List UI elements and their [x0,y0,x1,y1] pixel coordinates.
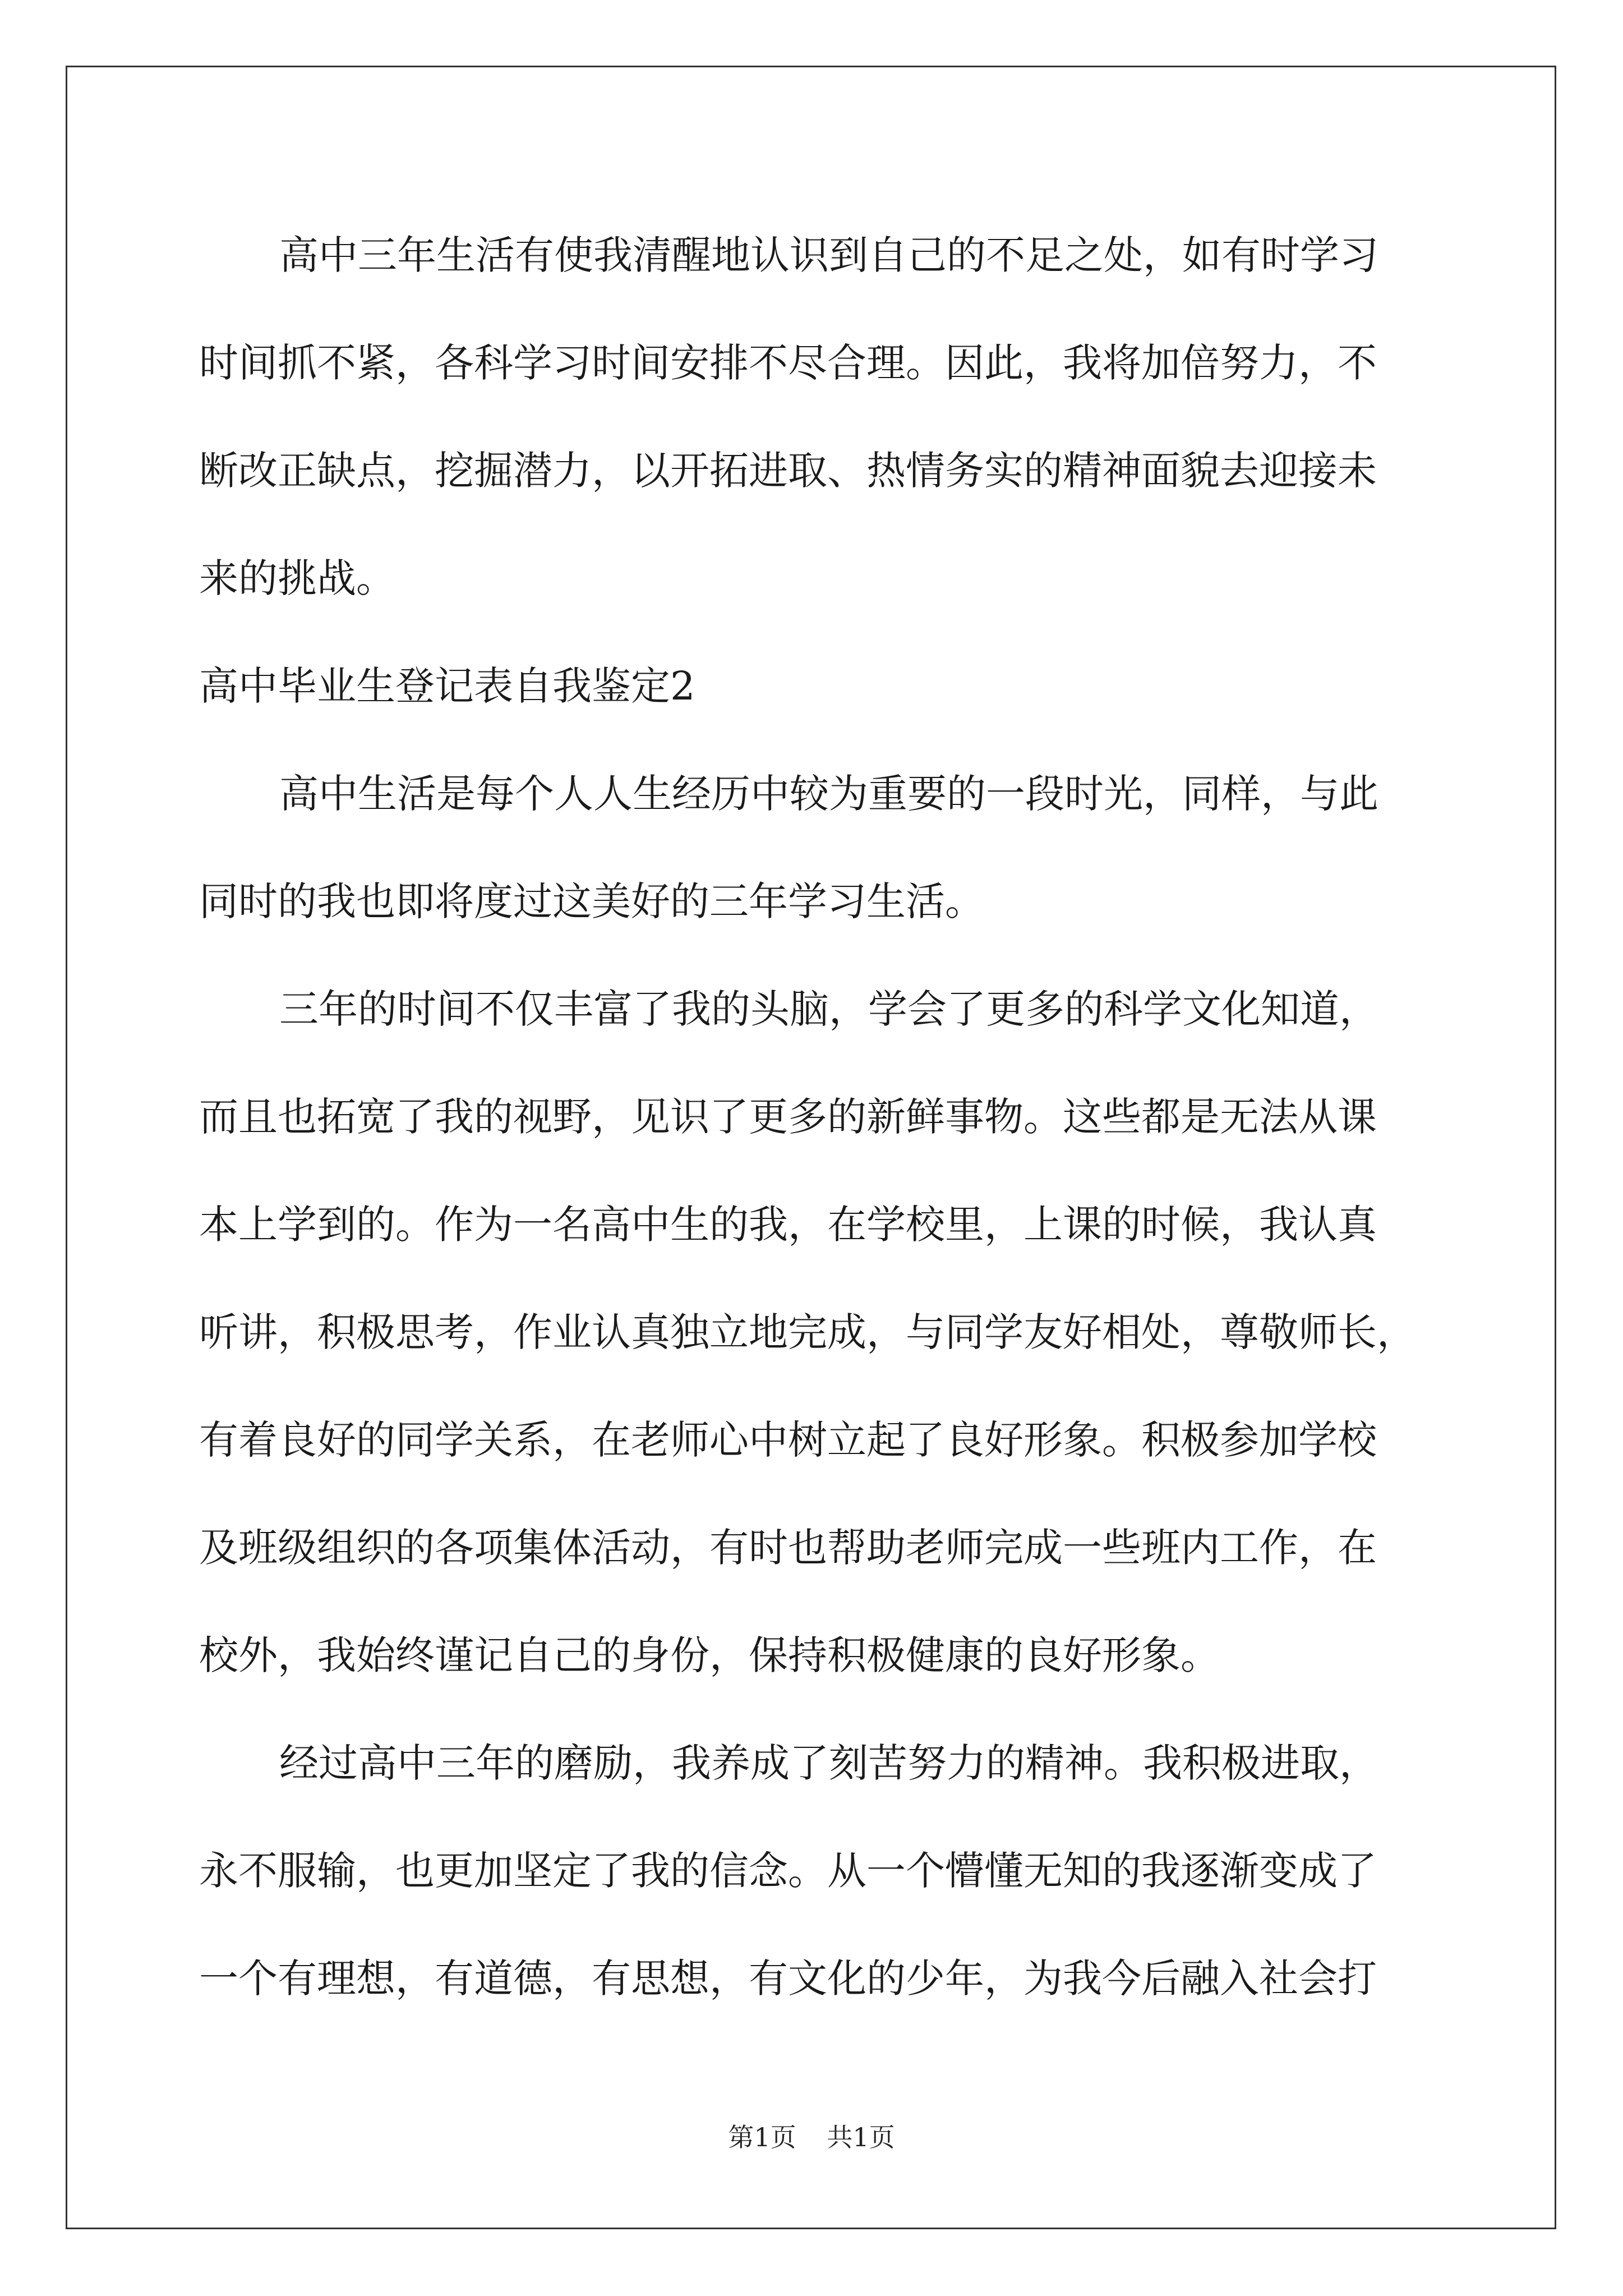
text-line: 而且也拓宽了我的视野，见识了更多的新鲜事物。这些都是无法从课 [199,1094,1377,1140]
page-number-total: 共1页 [827,2122,895,2152]
paragraph [199,1727,1427,2050]
text-line: 来的挑战。 [199,555,395,601]
text-line: 高中三年生活有使我清醒地认识到自己的不足之处，如有时学习 [279,232,1378,278]
text-line: 有着良好的同学关系，在老师心中树立起了良好形象。积极参加学校 [199,1417,1377,1463]
text-line: 本上学到的。作为一名高中生的我，在学校里，上课的时候，我认真 [199,1202,1377,1248]
text-line: 高中生活是每个人人生经历中较为重要的一段时光，同样，与此 [279,771,1378,817]
paragraph [199,757,1427,973]
text-line: 断改正缺点，挖掘潜力，以开拓进取、热情务实的精神面貌去迎接未 [199,448,1377,494]
text-line: 同时的我也即将度过这美好的三年学习生活。 [199,878,984,924]
section-heading-text: 高中毕业生登记表自我鉴定2 [199,663,695,709]
page-number-current: 第1页 [728,2122,796,2152]
text-line: 一个有理想，有道德，有思想，有文化的少年，为我今后融入社会打 [199,1955,1377,2001]
paragraph [199,973,1427,1727]
paragraph [199,219,1427,650]
text-line: 经过高中三年的磨励，我养成了刻苦努力的精神。我积极进取， [279,1740,1378,1786]
text-line: 永不服输，也更加坚定了我的信念。从一个懵懂无知的我逐渐变成了 [199,1848,1377,1894]
text-line: 校外，我始终谨记自己的身份，保持积极健康的良好形象。 [199,1632,1220,1678]
text-line: 及班级组织的各项集体活动，有时也帮助老师完成一些班内工作，在 [199,1525,1377,1571]
document-body [199,219,1427,2050]
section-heading [199,650,1427,757]
text-line: 三年的时间不仅丰富了我的头脑，学会了更多的科学文化知道， [279,986,1378,1032]
text-line: 时间抓不紧，各科学习时间安排不尽合理。因此，我将加倍努力，不 [199,340,1377,386]
text-line: 听讲，积极思考，作业认真独立地完成，与同学友好相处，尊敬师长， [199,1309,1416,1355]
page-footer [0,2120,1623,2154]
